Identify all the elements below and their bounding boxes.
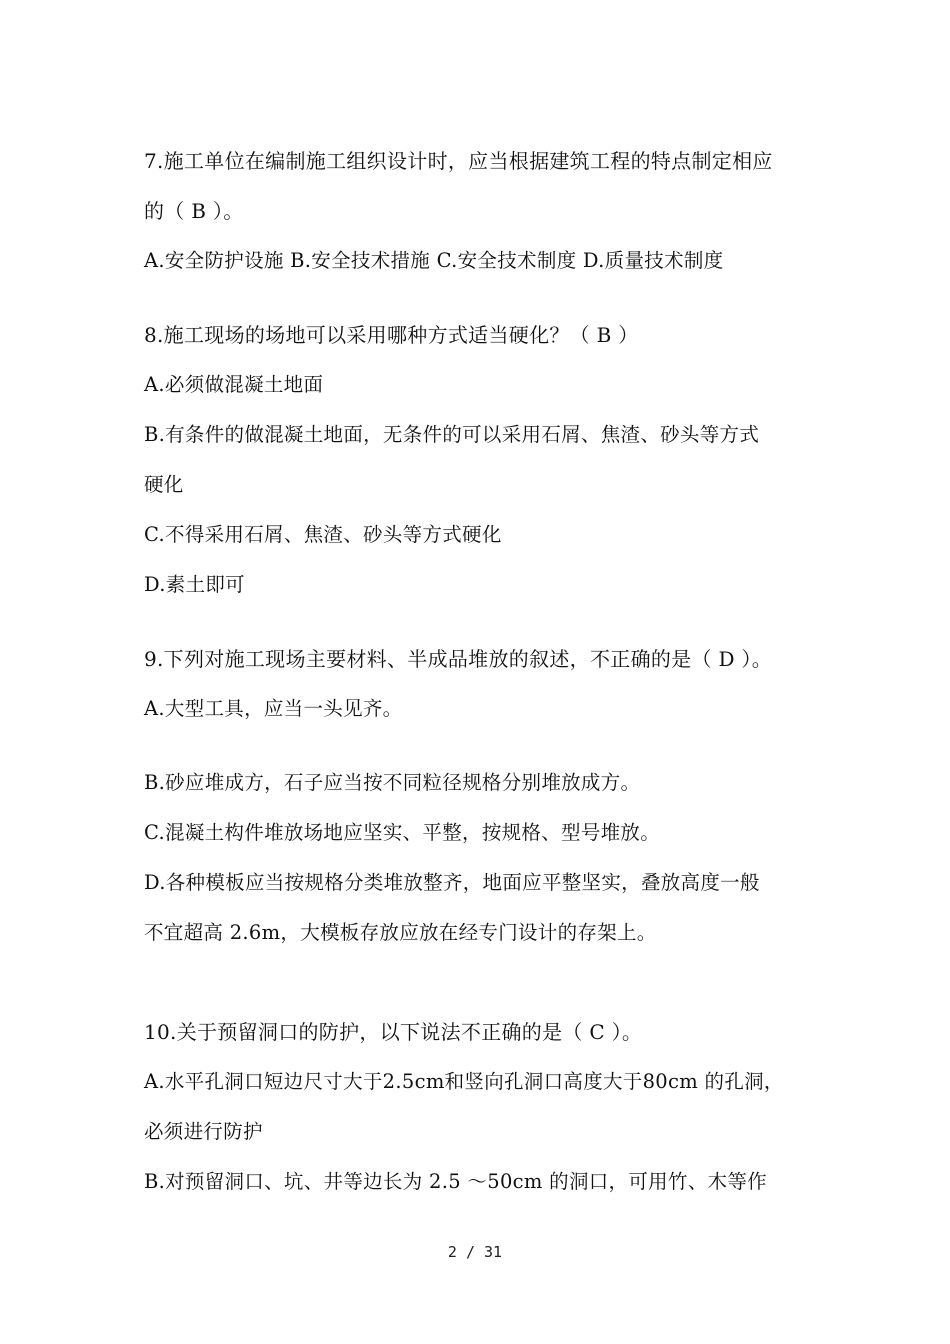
question-10-option-a: A.水平孔洞口短边尺寸大于2.5cm和竖向孔洞口高度大于80cm 的孔洞， [144,1070,784,1093]
question-9-option-a: A.大型工具，应当一头见齐。 [144,697,403,720]
question-8-option-a: A.必须做混凝土地面 [144,373,324,396]
question-9-option-c: C.混凝土构件堆放场地应坚实、平整，按规格、型号堆放。 [144,821,661,844]
question-7-stem-line-2: 的（ B ）。 [144,199,244,223]
question-10-option-a-cont: 必须进行防护 [144,1120,263,1143]
question-10-option-b: B.对预留洞口、坑、井等边长为 2.5 ～50cm 的洞口，可用竹、木等作 [144,1170,767,1193]
question-8-option-b-cont: 硬化 [144,473,184,496]
question-7-stem-line-1: 7.施工单位在编制施工组织设计时，应当根据建筑工程的特点制定相应 [144,149,773,173]
page-number: 2 / 31 [447,1243,503,1261]
question-9-option-b: B.砂应堆成方，石子应当按不同粒径规格分别堆放成方。 [144,771,641,794]
question-10-stem: 10.关于预留洞口的防护，以下说法不正确的是（ C ）。 [144,1020,643,1044]
question-8-option-b: B.有条件的做混凝土地面，无条件的可以采用石屑、焦渣、砂头等方式 [144,423,760,446]
question-9-option-d-cont: 不宜超高 2.6m，大模板存放应放在经专门设计的存架上。 [144,921,657,944]
question-8-option-c: C.不得采用石屑、焦渣、砂头等方式硬化 [144,523,502,546]
question-7-options: A.安全防护设施 B.安全技术措施 C.安全技术制度 D.质量技术制度 [144,249,724,272]
question-8-stem: 8.施工现场的场地可以采用哪种方式适当硬化？（ B ） [144,323,639,347]
question-8-option-d: D.素土即可 [144,573,245,596]
question-9-stem: 9.下列对施工现场主要材料、半成品堆放的叙述，不正确的是（ D ）。 [144,647,773,671]
question-9-option-d: D.各种模板应当按规格分类堆放整齐，地面应平整坚实，叠放高度一般 [144,871,760,894]
